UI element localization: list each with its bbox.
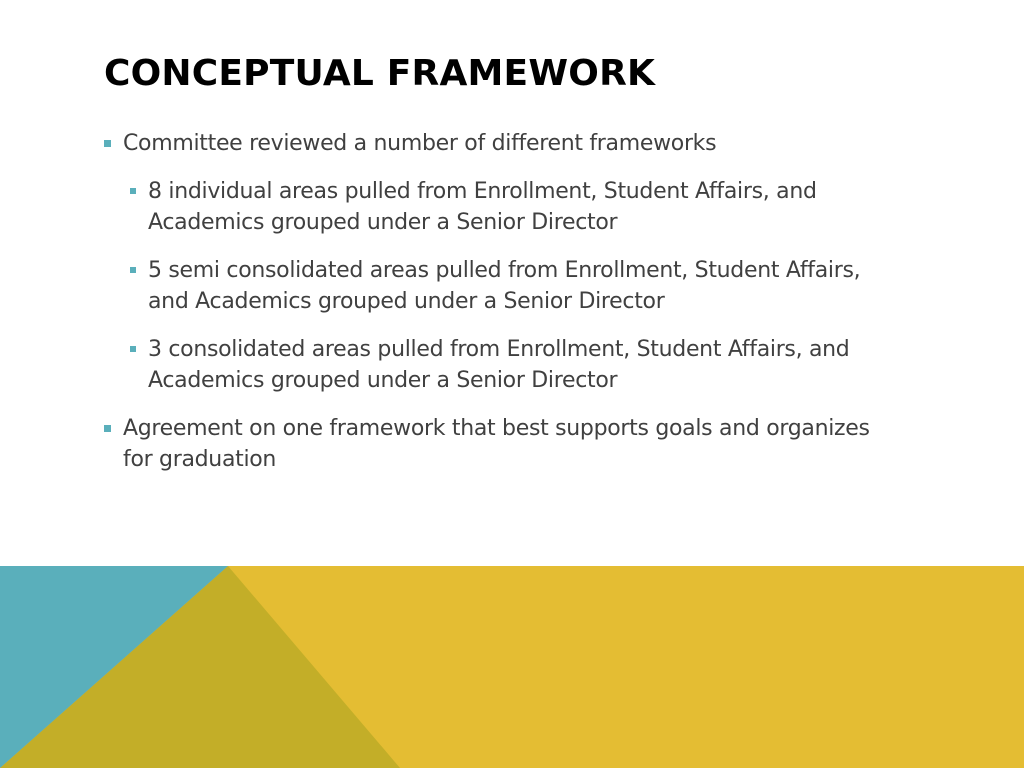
slide-title: CONCEPTUAL FRAMEWORK: [104, 53, 656, 94]
bullet-text: 5 semi consolidated areas pulled from Enrollment, Student Affairs, and Academics grouped under a Senior Director: [148, 258, 861, 314]
bullet-item: [104, 413, 904, 475]
sub-bullet-item: [104, 334, 904, 396]
bullet-list: [104, 128, 904, 492]
square-bullet-icon: [104, 140, 111, 147]
decorative-color-band: [0, 566, 1024, 768]
square-bullet-icon: [130, 188, 136, 194]
bullet-text: Committee reviewed a number of different frameworks: [123, 131, 717, 156]
square-bullet-icon: [130, 267, 136, 273]
square-bullet-icon: [104, 425, 111, 432]
bullet-item: [104, 128, 904, 159]
bullet-text: 8 individual areas pulled from Enrollment, Student Affairs, and Academics grouped under a Senior Director: [148, 179, 817, 235]
sub-bullet-item: [104, 176, 904, 238]
bullet-text: Agreement on one framework that best supports goals and organizes for graduation: [123, 416, 870, 472]
sub-bullet-item: [104, 255, 904, 317]
bullet-text: 3 consolidated areas pulled from Enrollment, Student Affairs, and Academics grouped under a Senior Director: [148, 337, 850, 393]
square-bullet-icon: [130, 346, 136, 352]
